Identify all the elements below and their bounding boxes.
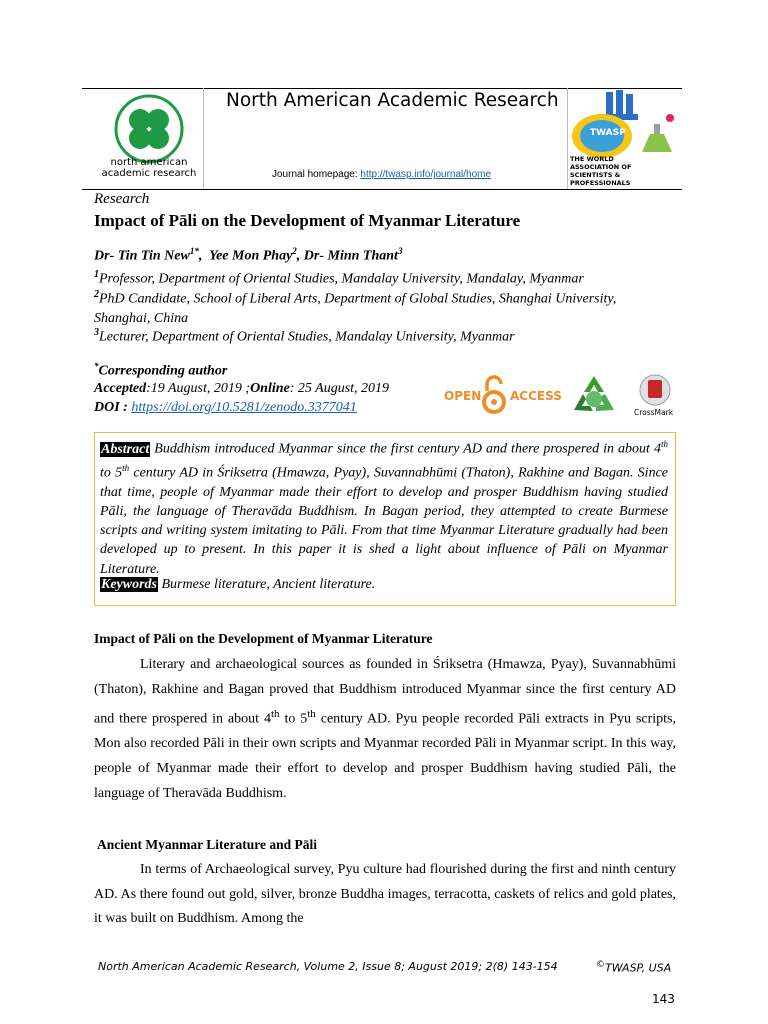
online-label: Online: [250, 381, 290, 396]
open-access-left: OPEN: [444, 389, 482, 403]
recycle-icon: [570, 374, 618, 418]
body-paragraph: In terms of Archaeological survey, Pyu culture had flourished during the first and ninth century AD. As there found out gold, silver, bronze Buddha images, terracotta, caskets of relics and gold plates, it was built on Buddhism. Among the: [94, 862, 676, 927]
journal-title: North American Academic Research: [226, 90, 559, 111]
author-sup: 3: [397, 246, 403, 256]
page-number: 143: [652, 992, 675, 1006]
keywords: Keywords Burmese literature, Ancient literature.: [101, 577, 376, 592]
article-title: Impact of Pāli on the Development of Myanmar Literature: [94, 211, 521, 230]
crossmark-logo[interactable]: [632, 374, 678, 418]
affiliation: $^2$PhD Candidate, School of Liberal Arts, Department of Global Studies, Shanghai University, Shanghai, China: [94, 289, 617, 326]
homepage-link[interactable]: http://twasp.info/journal/home: [360, 169, 492, 180]
twasp-line2: ASSOCIATION OF: [570, 163, 632, 171]
crossmark-label: CrossMark: [634, 408, 674, 417]
section-heading: Ancient Myanmar Literature and Pāli: [97, 837, 317, 852]
footer-citation: North American Academic Research, Volume 2, Issue 8; August 2019; 2(8) 143-154: [98, 960, 558, 973]
twasp-badge: TWASP: [590, 128, 626, 138]
logo-text-line2: academic research: [101, 168, 197, 179]
section-heading: Impact of Pāli on the Development of Myanmar Literature: [94, 631, 433, 646]
doi-link[interactable]: https://doi.org/10.5281/zenodo.3377041: [131, 400, 357, 415]
journal-homepage: [272, 169, 491, 180]
author-sup: 1*: [189, 246, 199, 256]
header-top-rule: [82, 88, 682, 89]
aff-sup: 1: [94, 269, 99, 280]
twasp-line1: THE WORLD: [570, 155, 614, 163]
corresponding-author: *Corresponding author: [94, 361, 228, 379]
twasp-logo: [568, 90, 682, 188]
author-name: Dr- Tin Tin New: [94, 248, 190, 264]
accepted-label: Accepted: [94, 381, 147, 396]
open-access-logo: [444, 375, 562, 415]
doi: DOI : https://doi.org/10.5281/zenodo.3377041: [94, 400, 357, 415]
open-lock-icon: [481, 375, 507, 415]
dates: Accepted:19 August, 2019 ;Online: 25 August, 2019: [94, 381, 390, 396]
open-access-right: ACCESS: [510, 389, 562, 403]
twasp-line3: SCIENTISTS &: [570, 171, 621, 179]
author-list: Dr- Tin Tin New$^{1*}$, Yee Mon Phay$^2$, Dr- Minn Thant$^3$: [94, 246, 403, 264]
homepage-label: Journal homepage:: [272, 169, 361, 180]
affiliation: $^1$Professor, Department of Oriental Studies, Mandalay University, Mandalay, Myanmar: [94, 269, 584, 287]
abstract-text: Abstract Buddhism introduced Myanmar since the first century AD and there prospered in about 4th to 5th century AD in Śriksetra (Hmawza, Pyay), Suvannabhūmi (Thaton), Rakhine and Bagan. Since that time, people of Myanmar made their effort to develop and prosper Buddhism having studied Pāli, the language of Theravāda Buddhism. In Bagan period, they attempted to create Burmese scripts and writing system imitating to Pāli. From that time Myanmar Literature gradually had been developed up to present. In this paper it is shed a light about influence of Pāli on Myanmar Literature.: [100, 439, 669, 577]
author-name: Yee Mon Phay: [209, 248, 293, 264]
logo-text-line1: north american: [110, 157, 188, 168]
abstract-label: Abstract: [101, 441, 150, 457]
aff-sup: 2: [94, 289, 99, 300]
author-name: Dr- Minn Thant: [303, 248, 398, 264]
naar-logo: [94, 92, 204, 184]
affiliation: $^3$Lecturer, Department of Oriental Studies, Mandalay University, Myanmar: [94, 327, 515, 345]
footer-copyright: ©TWASP, USA: [596, 960, 672, 975]
keywords-label: Keywords: [101, 577, 157, 592]
aff-sup: 3: [94, 327, 99, 338]
twasp-line4: PROFESSIONALS: [570, 179, 631, 187]
author-sup: 2: [292, 246, 297, 256]
header-bottom-rule: [82, 189, 682, 190]
section-type: Research: [94, 191, 150, 207]
body-paragraph: Literary and archaeological sources as founded in Śriksetra (Hmawza, Pyay), Suvannabhūmi (Thaton), Rakhine and Bagan proved that Buddhism introduced Myanmar since the first century AD and there prospered in about 4th to 5th century AD. Pyu people recorded Pāli extracts in Pyu scripts, Mon also recorded Pāli in their own scripts and Myanmar recorded Pāli in Myanmar script. In this way, people of Myanmar made their effort to develop and prosper Buddhism having studied Pāli, the language of Theravāda Buddhism.: [94, 657, 676, 801]
crossmark-icon: [632, 374, 678, 408]
